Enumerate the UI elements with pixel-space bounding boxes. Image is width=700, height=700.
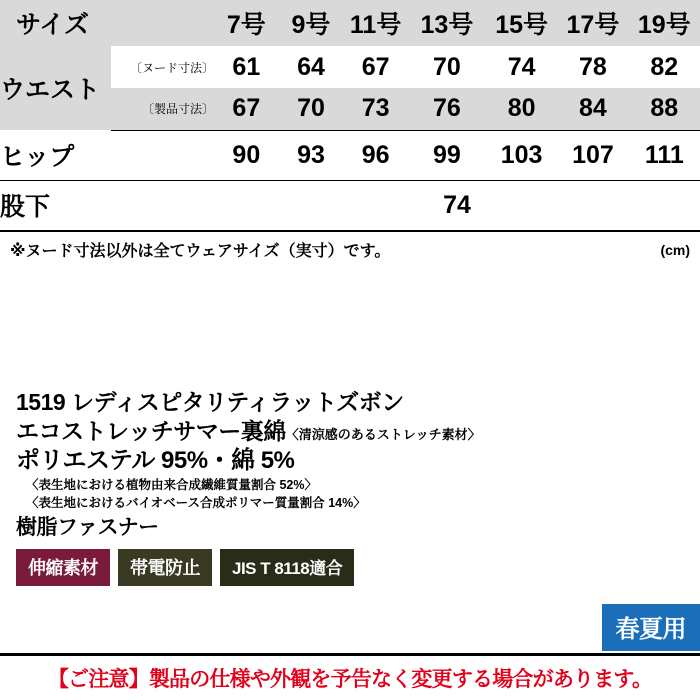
waist-prod-11: 73 [343, 88, 408, 130]
hip-19: 111 [629, 130, 700, 180]
waist-nude-15: 74 [507, 52, 536, 81]
inseam-value: 74 [443, 190, 471, 219]
table-row [0, 130, 700, 180]
waist-prod-17: 84 [557, 88, 628, 130]
size-header-7: 7号 [226, 11, 266, 39]
waist-prod-13: 76 [408, 88, 486, 130]
table-row [0, 180, 700, 230]
badge-stretch: 伸縮素材 [16, 549, 110, 586]
waist-prod-15: 80 [486, 88, 557, 130]
size-header-19: 19号 [637, 11, 691, 39]
waist-nude-17: 78 [579, 52, 607, 81]
hip-13: 99 [408, 130, 486, 180]
waist-nude-9: 64 [297, 52, 325, 81]
caution-bar [0, 653, 700, 700]
size-header-17: 17号 [566, 11, 620, 39]
hip-17: 107 [557, 130, 628, 180]
hip-9: 93 [279, 130, 344, 180]
product-material-line [16, 417, 684, 446]
waist-nude-13: 70 [433, 52, 461, 81]
product-material-note: 〈清涼感のあるストレッチ素材〉 [285, 426, 481, 442]
waist-nude-11: 67 [361, 52, 390, 81]
waist-prod-9: 70 [279, 88, 344, 130]
caution-text: 【ご注意】製品の仕様や外観を予告なく変更する場合があります。 [47, 668, 653, 691]
product-name: 1519 レディスピタリティラットズボン [16, 389, 404, 415]
product-material: エコストレッチサマー裏綿 [16, 417, 286, 444]
row-label-hip: ヒップ [0, 130, 214, 180]
size-table [0, 0, 700, 230]
product-composition: ポリエステル 95%・綿 5% [16, 446, 295, 474]
badge-antistatic: 帯電防止 [118, 549, 212, 586]
hip-7: 90 [214, 130, 279, 180]
waist-prod-7: 67 [214, 88, 279, 130]
size-header-13: 13号 [420, 11, 474, 39]
size-header-15: 15号 [495, 11, 549, 39]
badge-jis: JIS T 8118適合 [220, 549, 354, 586]
size-unit: (cm) [660, 242, 690, 258]
composition-note-2: 〈表生地におけるバイオベース合成ポリマー質量割合 14%〉 [26, 495, 366, 510]
waist-nude-7: 61 [232, 52, 261, 81]
composition-note-1: 〈表生地における植物由来合成繊維質量割合 52%〉 [26, 477, 317, 492]
product-info [16, 388, 684, 586]
size-header-9: 9号 [291, 11, 331, 39]
row-label-waist: ウエスト [0, 46, 111, 130]
product-feature: 樹脂ファスナー [16, 515, 159, 539]
size-table-note-row [0, 230, 700, 268]
waist-nude-19: 82 [650, 52, 679, 81]
season-tag: 春夏用 [602, 604, 700, 651]
row-sub-product: 〔製品寸法〕 [111, 88, 214, 130]
size-header-label: サイズ [16, 11, 90, 39]
row-label-inseam: 股下 [0, 193, 51, 222]
hip-15: 103 [486, 130, 557, 180]
waist-prod-19: 88 [629, 88, 700, 130]
row-sub-nude: 〔ヌード寸法〕 [130, 60, 215, 75]
size-header-11: 11号 [349, 11, 402, 39]
size-note: ※ヌード寸法以外は全てウェアサイズ（実寸）です。 [10, 243, 391, 260]
product-badges [16, 549, 684, 586]
hip-11: 96 [343, 130, 408, 180]
table-row [0, 46, 700, 88]
size-table-header-row [0, 0, 700, 46]
